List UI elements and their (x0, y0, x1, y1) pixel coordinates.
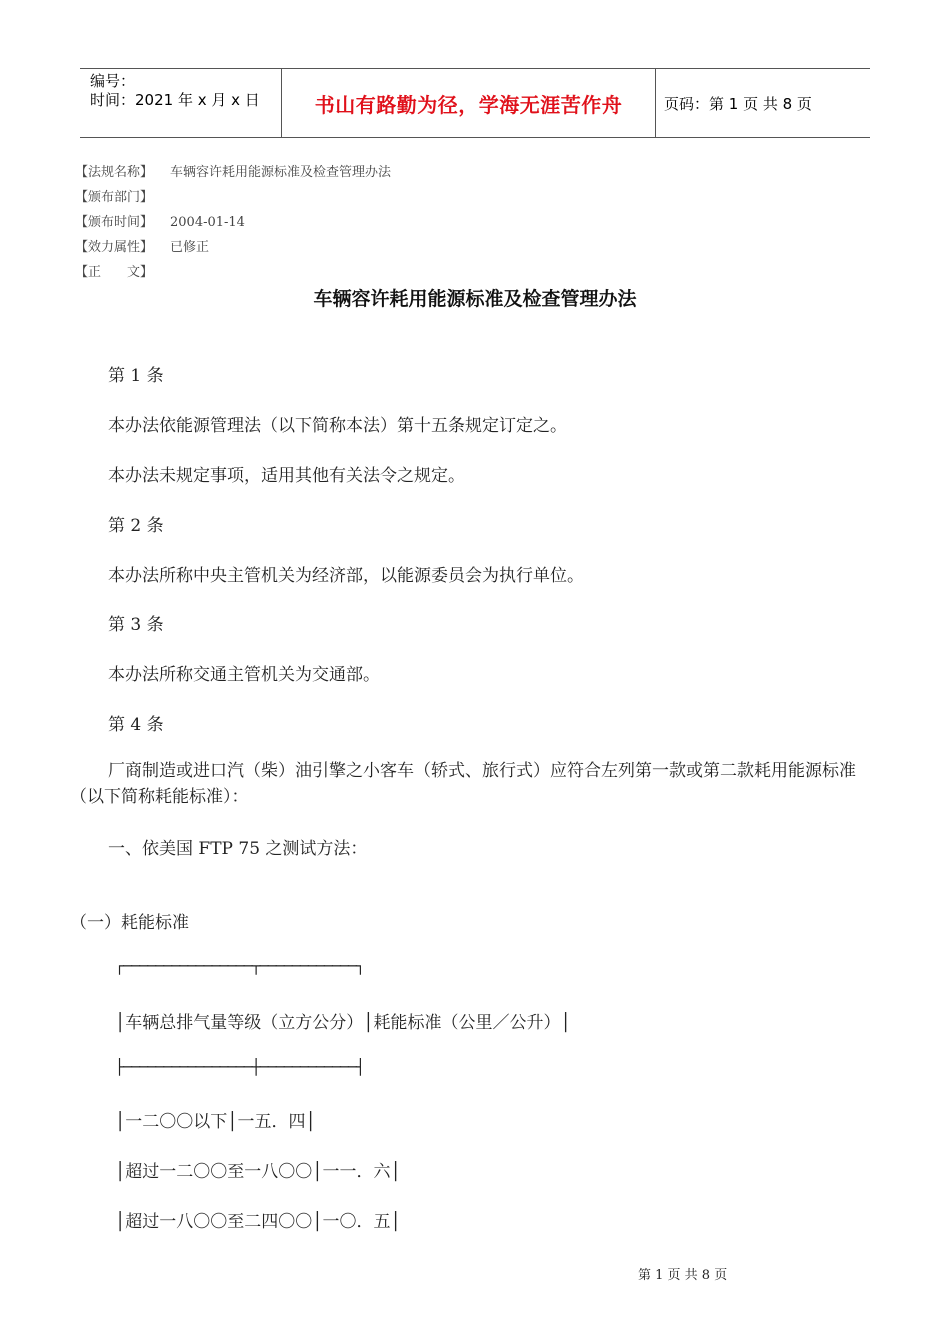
meta-key: 【正 文】 (75, 265, 154, 280)
article-heading: 第 1 条 (108, 366, 164, 386)
document-title: 车辆容许耗用能源标准及检查管理办法 (313, 288, 637, 310)
paragraph: 本办法所称交通主管机关为交通部。 (108, 665, 380, 685)
meta-key: 【法规名称】 (75, 165, 154, 180)
article-heading: 第 3 条 (108, 615, 164, 635)
table-row: │车辆总排气量等级（立方公分）│耗能标准（公里／公升）│ (115, 1013, 571, 1033)
meta-key: 【颁布部门】 (75, 190, 154, 205)
table-row: │超过一二〇〇至一八〇〇│一一．六│ (115, 1162, 401, 1182)
meta-value: 2004-01-14 (170, 215, 245, 230)
meta-row (75, 185, 391, 210)
meta-row (75, 235, 391, 260)
number-label: 编号： (90, 72, 136, 90)
meta-row (75, 160, 391, 185)
article-heading: 第 2 条 (108, 516, 164, 536)
meta-row (75, 260, 391, 285)
metadata-block (75, 160, 391, 285)
paragraph: 本办法未规定事项，适用其他有关法令之规定。 (108, 466, 465, 486)
date-label: 时间：2021 年 x 月 x 日 (90, 91, 260, 109)
subsection-heading: （一）耗能标准 (70, 913, 189, 933)
motto: 书山有路勤为径，学海无涯苦作舟 (281, 69, 656, 137)
page-indicator: 页码：第 1 页 共 8 页 (664, 95, 812, 113)
paragraph: 本办法所称中央主管机关为经济部，以能源委员会为执行单位。 (108, 566, 584, 586)
paragraph: 一、依美国 FTP 75 之测试方法： (108, 839, 368, 859)
table-row: │一二〇〇以下│一五．四│ (115, 1112, 316, 1132)
page-header (80, 68, 870, 138)
meta-row (75, 210, 391, 235)
meta-value: 已修正 (170, 240, 210, 255)
header-left-cell (90, 72, 260, 110)
page-footer: 第 1 页 共 8 页 (638, 1268, 728, 1283)
table-row: │超过一八〇〇至二四〇〇│一〇．五│ (115, 1212, 401, 1232)
paragraph: 本办法依能源管理法（以下简称本法）第十五条规定订定之。 (108, 416, 567, 436)
table-border-mid: ├────────────────┼────────────┤ (115, 1058, 364, 1076)
article-heading: 第 4 条 (108, 715, 164, 735)
meta-value: 车辆容许耗用能源标准及检查管理办法 (170, 165, 392, 180)
meta-key: 【颁布时间】 (75, 215, 154, 230)
table-border-top: ┌────────────────┬────────────┐ (115, 957, 364, 975)
paragraph: 厂商制造或进口汽（柴）油引擎之小客车（轿式、旅行式）应符合左列第一款或第二款耗用能源标准（以下简称耗能标准）： (70, 761, 856, 807)
meta-key: 【效力属性】 (75, 240, 154, 255)
